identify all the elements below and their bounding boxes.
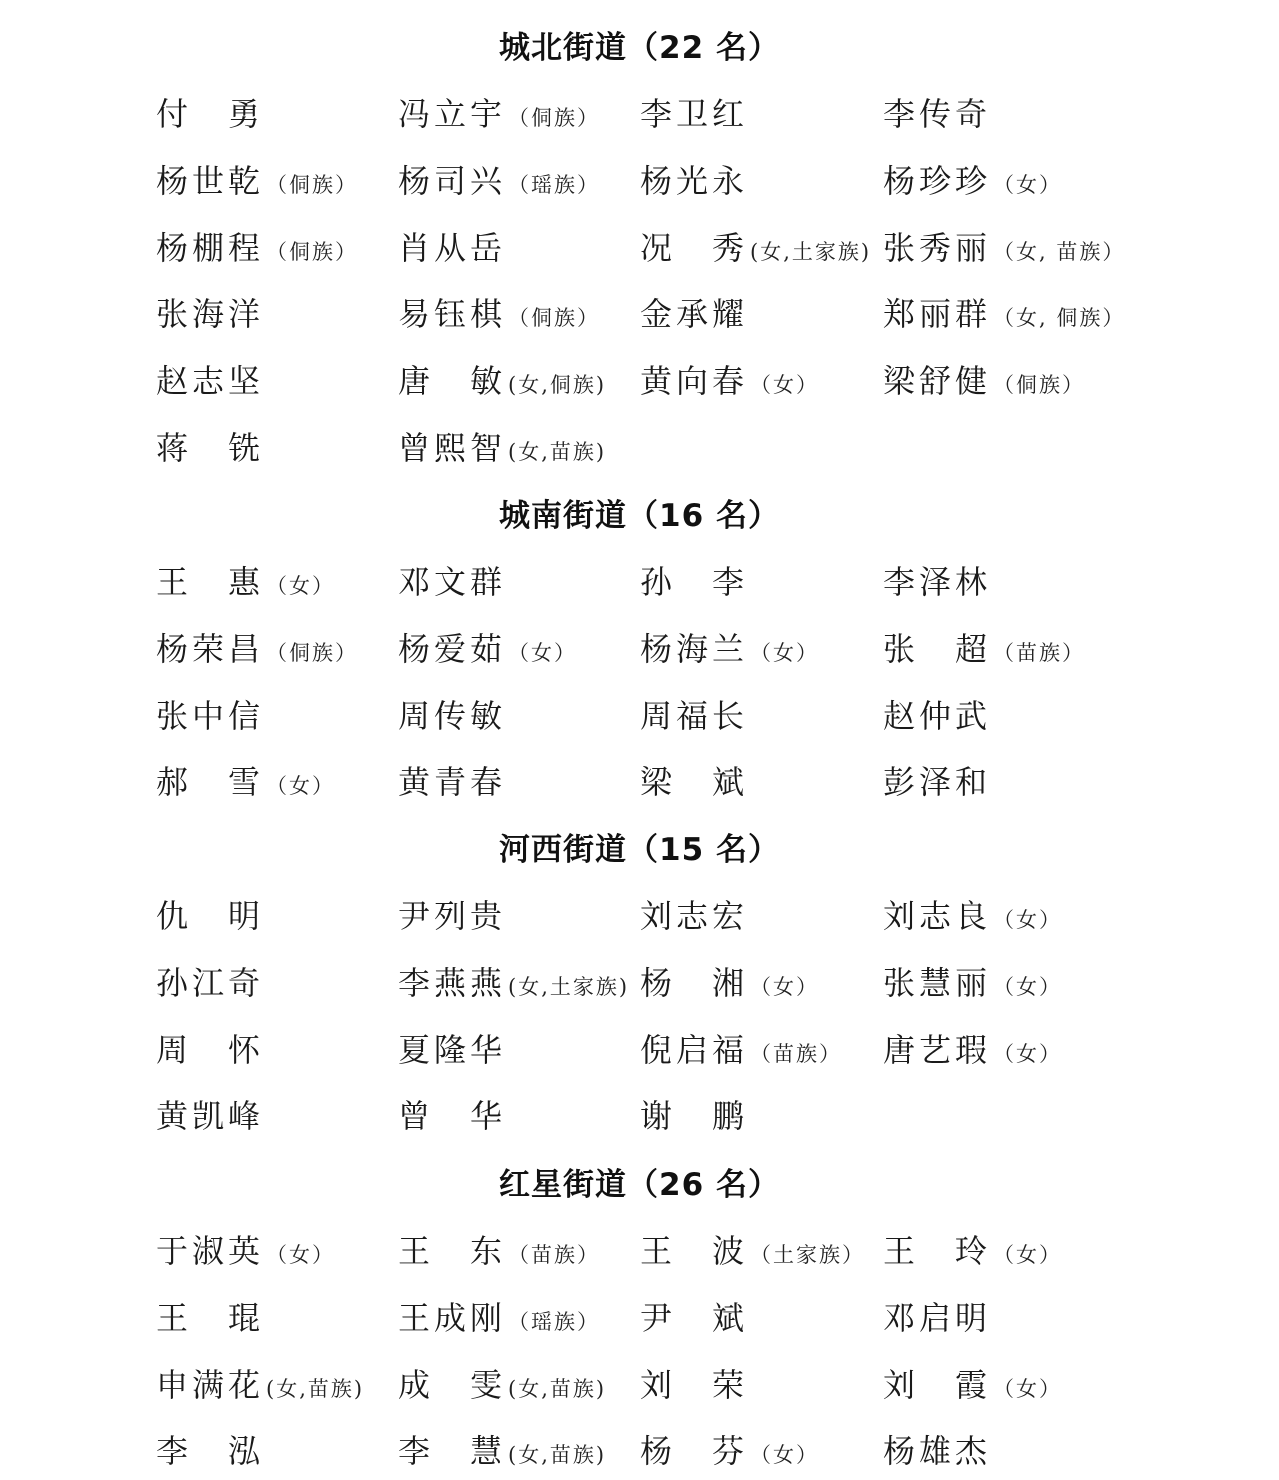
person-note: （女） <box>750 975 820 999</box>
person-name: 周 怀 <box>156 1031 265 1069</box>
person-name: 李 泓 <box>156 1432 265 1470</box>
name-entry <box>640 1363 748 1407</box>
name-entry <box>883 627 1085 671</box>
name-entry <box>398 694 506 738</box>
person-name: 仇 明 <box>156 897 265 935</box>
person-name: 周传敏 <box>398 697 507 735</box>
person-name: 况 秀 <box>640 229 749 267</box>
name-entry <box>883 92 991 136</box>
person-name: 李泽林 <box>883 563 992 601</box>
name-entry <box>883 226 1125 270</box>
name-entry <box>156 1296 264 1340</box>
person-note: （侗族） <box>266 173 359 197</box>
name-entry <box>398 1429 606 1473</box>
person-name: 黄向春 <box>640 362 749 400</box>
name-entry <box>883 560 991 604</box>
person-name: 申满花 <box>156 1366 265 1404</box>
person-note: （侗族） <box>266 641 359 665</box>
name-entry <box>640 226 871 270</box>
person-note: （女） <box>750 1443 820 1467</box>
person-name: 杨雄杰 <box>883 1432 992 1470</box>
name-entry <box>398 226 506 270</box>
person-note: （女, 苗族） <box>993 240 1126 264</box>
person-name: 赵志坚 <box>156 362 265 400</box>
person-note: (女,土家族) <box>508 975 630 999</box>
name-entry <box>398 159 600 203</box>
person-name: 曾熙智 <box>398 429 507 467</box>
person-name: 杨 湘 <box>640 964 749 1002</box>
person-note: （女） <box>993 1042 1063 1066</box>
person-name: 邓文群 <box>398 563 507 601</box>
name-entry <box>640 1229 865 1273</box>
person-name: 梁舒健 <box>883 362 992 400</box>
person-name: 唐艺瑕 <box>883 1031 992 1069</box>
name-entry <box>883 961 1062 1005</box>
name-entry <box>640 359 819 403</box>
name-entry <box>398 292 600 336</box>
person-note: （女） <box>993 975 1063 999</box>
person-note: （侗族） <box>993 373 1086 397</box>
person-note: （女） <box>993 173 1063 197</box>
person-note: （苗族） <box>993 641 1086 665</box>
name-entry <box>883 760 991 804</box>
person-name: 杨爱茹 <box>398 630 507 668</box>
person-note: (女,土家族) <box>750 240 872 264</box>
person-note: （女） <box>993 1377 1063 1401</box>
person-name: 李传奇 <box>883 95 992 133</box>
person-name: 刘志宏 <box>640 897 749 935</box>
person-note: （女, 侗族） <box>993 306 1126 330</box>
person-name: 张 超 <box>883 630 992 668</box>
name-entry <box>883 1296 991 1340</box>
name-entry <box>398 760 506 804</box>
name-entry <box>640 894 748 938</box>
person-name: 杨海兰 <box>640 630 749 668</box>
name-entry <box>156 426 264 470</box>
name-entry <box>156 560 335 604</box>
person-name: 尹 斌 <box>640 1299 749 1337</box>
person-name: 杨棚程 <box>156 229 265 267</box>
person-note: （女） <box>993 1243 1063 1267</box>
person-name: 李 慧 <box>398 1432 507 1470</box>
name-entry <box>156 92 264 136</box>
name-entry <box>640 1094 748 1138</box>
name-entry <box>398 627 577 671</box>
person-note: （苗族） <box>508 1243 601 1267</box>
name-entry <box>883 1229 1062 1273</box>
person-note: （侗族） <box>508 106 601 130</box>
person-name: 杨荣昌 <box>156 630 265 668</box>
name-entry <box>398 92 600 136</box>
person-name: 杨光永 <box>640 162 749 200</box>
person-note: (女,侗族) <box>508 373 607 397</box>
name-entry <box>640 1028 842 1072</box>
person-note: （瑶族） <box>508 173 601 197</box>
person-note: （女） <box>266 1243 336 1267</box>
person-name: 彭泽和 <box>883 763 992 801</box>
person-name: 郝 雪 <box>156 763 265 801</box>
person-name: 刘志良 <box>883 897 992 935</box>
person-name: 杨 芬 <box>640 1432 749 1470</box>
name-entry <box>398 1094 506 1138</box>
person-note: (女,苗族) <box>508 1377 607 1401</box>
person-name: 孙 李 <box>640 563 749 601</box>
name-entry <box>156 1028 264 1072</box>
name-entry <box>883 292 1125 336</box>
person-name: 刘 霞 <box>883 1366 992 1404</box>
person-name: 王成刚 <box>398 1299 507 1337</box>
person-note: （女） <box>266 774 336 798</box>
section-title: 城南街道（16 名） <box>499 498 780 534</box>
person-note: （侗族） <box>266 240 359 264</box>
name-entry <box>156 1229 335 1273</box>
person-note: （女） <box>993 908 1063 932</box>
person-name: 杨司兴 <box>398 162 507 200</box>
person-name: 尹列贵 <box>398 897 507 935</box>
name-entry <box>640 560 748 604</box>
person-name: 蒋 铣 <box>156 429 265 467</box>
person-name: 金承耀 <box>640 295 749 333</box>
name-entry <box>640 760 748 804</box>
person-note: （女） <box>750 641 820 665</box>
name-entry <box>640 694 748 738</box>
name-entry <box>156 627 358 671</box>
person-name: 付 勇 <box>156 95 265 133</box>
person-name: 李卫红 <box>640 95 749 133</box>
person-name: 张中信 <box>156 697 265 735</box>
name-entry <box>883 359 1085 403</box>
name-entry <box>156 1363 364 1407</box>
name-entry <box>640 92 748 136</box>
name-entry <box>640 292 748 336</box>
name-entry <box>156 359 264 403</box>
name-entry <box>398 961 629 1005</box>
person-name: 王 惠 <box>156 563 265 601</box>
person-name: 夏隆华 <box>398 1031 507 1069</box>
name-entry <box>883 1028 1062 1072</box>
name-entry <box>640 627 819 671</box>
person-name: 倪启福 <box>640 1031 749 1069</box>
person-name: 邓启明 <box>883 1299 992 1337</box>
name-entry <box>398 1229 600 1273</box>
person-note: （女） <box>750 373 820 397</box>
person-name: 梁 斌 <box>640 763 749 801</box>
name-entry <box>883 1363 1062 1407</box>
person-name: 张慧丽 <box>883 964 992 1002</box>
person-name: 郑丽群 <box>883 295 992 333</box>
person-name: 于淑英 <box>156 1232 265 1270</box>
person-name: 曾 华 <box>398 1097 507 1135</box>
person-name: 肖从岳 <box>398 229 507 267</box>
person-note: （苗族） <box>750 1042 843 1066</box>
name-entry <box>640 961 819 1005</box>
section-title: 红星街道（26 名） <box>499 1167 780 1203</box>
name-entry <box>156 961 264 1005</box>
person-note: （侗族） <box>508 306 601 330</box>
person-note: (女,苗族) <box>508 1443 607 1467</box>
name-entry <box>156 1094 264 1138</box>
name-entry <box>883 159 1062 203</box>
person-name: 刘 荣 <box>640 1366 749 1404</box>
person-name: 赵仲武 <box>883 697 992 735</box>
person-name: 王 琨 <box>156 1299 265 1337</box>
name-entry <box>640 1296 748 1340</box>
name-entry <box>156 694 264 738</box>
name-entry <box>156 292 264 336</box>
name-entry <box>883 694 991 738</box>
person-name: 周福长 <box>640 697 749 735</box>
person-name: 黄青春 <box>398 763 507 801</box>
person-note: (女,苗族) <box>508 440 607 464</box>
name-entry <box>156 1429 264 1473</box>
name-entry <box>398 1363 606 1407</box>
name-entry <box>156 159 358 203</box>
name-entry <box>640 159 748 203</box>
person-name: 谢 鹏 <box>640 1097 749 1135</box>
name-entry <box>398 426 606 470</box>
person-name: 孙江奇 <box>156 964 265 1002</box>
person-name: 黄凯峰 <box>156 1097 265 1135</box>
person-name: 张海洋 <box>156 295 265 333</box>
person-note: (女,苗族) <box>266 1377 365 1401</box>
name-entry <box>883 894 1062 938</box>
person-name: 张秀丽 <box>883 229 992 267</box>
person-note: （女） <box>266 574 336 598</box>
name-entry <box>156 226 358 270</box>
name-entry <box>883 1429 991 1473</box>
person-name: 易钰棋 <box>398 295 507 333</box>
section-title: 河西街道（15 名） <box>499 832 780 868</box>
person-name: 唐 敏 <box>398 362 507 400</box>
person-name: 冯立宇 <box>398 95 507 133</box>
person-name: 成 雯 <box>398 1366 507 1404</box>
person-name: 杨世乾 <box>156 162 265 200</box>
name-entry <box>156 894 264 938</box>
person-name: 王 玲 <box>883 1232 992 1270</box>
name-entry <box>398 1028 506 1072</box>
person-name: 王 波 <box>640 1232 749 1270</box>
person-note: （瑶族） <box>508 1310 601 1334</box>
person-note: （土家族） <box>750 1243 866 1267</box>
person-name: 杨珍珍 <box>883 162 992 200</box>
name-entry <box>398 560 506 604</box>
person-name: 王 东 <box>398 1232 507 1270</box>
name-entry <box>398 894 506 938</box>
name-entry <box>156 760 335 804</box>
name-entry <box>398 1296 600 1340</box>
person-name: 李燕燕 <box>398 964 507 1002</box>
section-title: 城北街道（22 名） <box>499 30 780 66</box>
person-note: （女） <box>508 641 578 665</box>
name-entry <box>398 359 606 403</box>
name-entry <box>640 1429 819 1473</box>
